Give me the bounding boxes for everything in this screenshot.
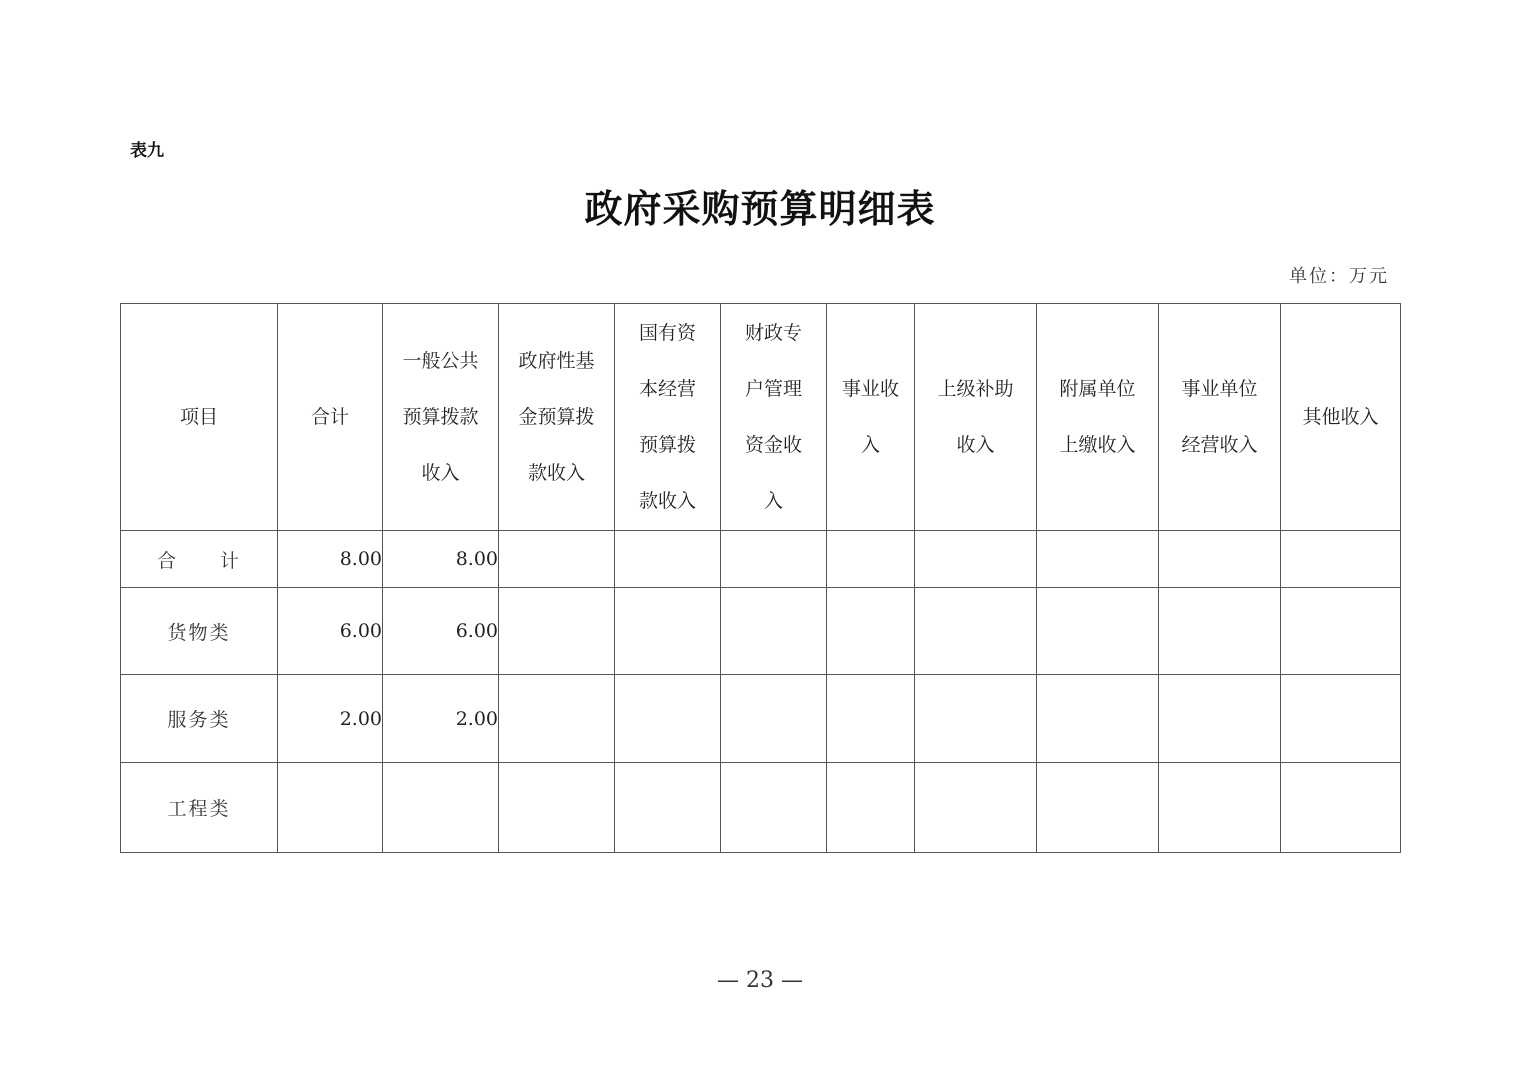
gov-fund-cell — [499, 531, 615, 588]
page-number: — 23 — — [717, 968, 803, 993]
table-row — [121, 675, 1401, 763]
fiscal-account-cell — [721, 763, 827, 853]
operating-income-cell — [1159, 675, 1281, 763]
total-cell: 6.00 — [278, 588, 383, 675]
row-item-cell: 工程类 — [121, 763, 278, 853]
procurement-budget-table — [120, 303, 1401, 853]
general-budget-cell: 8.00 — [383, 531, 499, 588]
operating-income-cell — [1159, 588, 1281, 675]
state-capital-cell — [615, 675, 721, 763]
column-header-other-income: 其他收入 — [1281, 304, 1401, 531]
table-row — [121, 531, 1401, 588]
row-item-cell: 货物类 — [121, 588, 278, 675]
gov-fund-cell — [499, 675, 615, 763]
column-header-item: 项目 — [121, 304, 278, 531]
column-header-state-capital: 国有资本经营预算拨款收入 — [615, 304, 721, 531]
total-cell: 2.00 — [278, 675, 383, 763]
superior-subsidy-cell — [915, 763, 1037, 853]
row-item-cell: 服务类 — [121, 675, 278, 763]
state-capital-cell — [615, 531, 721, 588]
business-income-cell — [827, 763, 915, 853]
column-header-fiscal-account: 财政专户管理资金收入 — [721, 304, 827, 531]
gov-fund-cell — [499, 588, 615, 675]
column-header-operating-income: 事业单位经营收入 — [1159, 304, 1281, 531]
general-budget-cell: 2.00 — [383, 675, 499, 763]
other-income-cell — [1281, 531, 1401, 588]
total-cell — [278, 763, 383, 853]
operating-income-cell — [1159, 531, 1281, 588]
column-header-general-budget: 一般公共预算拨款收入 — [383, 304, 499, 531]
business-income-cell — [827, 675, 915, 763]
affiliated-income-cell — [1037, 763, 1159, 853]
table-row — [121, 763, 1401, 853]
general-budget-cell — [383, 763, 499, 853]
table-row — [121, 588, 1401, 675]
general-budget-cell: 6.00 — [383, 588, 499, 675]
superior-subsidy-cell — [915, 675, 1037, 763]
column-header-gov-fund: 政府性基金预算拨款收入 — [499, 304, 615, 531]
unit-note: 单位：万元 — [1289, 266, 1389, 287]
column-header-business-income: 事业收入 — [827, 304, 915, 531]
table-header-row — [121, 304, 1401, 531]
fiscal-account-cell — [721, 588, 827, 675]
table-label: 表九 — [130, 141, 164, 161]
affiliated-income-cell — [1037, 588, 1159, 675]
gov-fund-cell — [499, 763, 615, 853]
operating-income-cell — [1159, 763, 1281, 853]
superior-subsidy-cell — [915, 531, 1037, 588]
row-item-cell: 合 计 — [121, 531, 278, 588]
other-income-cell — [1281, 675, 1401, 763]
superior-subsidy-cell — [915, 588, 1037, 675]
affiliated-income-cell — [1037, 675, 1159, 763]
column-header-affiliated-income: 附属单位上缴收入 — [1037, 304, 1159, 531]
fiscal-account-cell — [721, 675, 827, 763]
affiliated-income-cell — [1037, 531, 1159, 588]
column-header-superior-subsidy: 上级补助收入 — [915, 304, 1037, 531]
column-header-total: 合计 — [278, 304, 383, 531]
fiscal-account-cell — [721, 531, 827, 588]
business-income-cell — [827, 531, 915, 588]
state-capital-cell — [615, 588, 721, 675]
page-title: 政府采购预算明细表 — [584, 186, 936, 231]
business-income-cell — [827, 588, 915, 675]
state-capital-cell — [615, 763, 721, 853]
other-income-cell — [1281, 588, 1401, 675]
other-income-cell — [1281, 763, 1401, 853]
total-cell: 8.00 — [278, 531, 383, 588]
